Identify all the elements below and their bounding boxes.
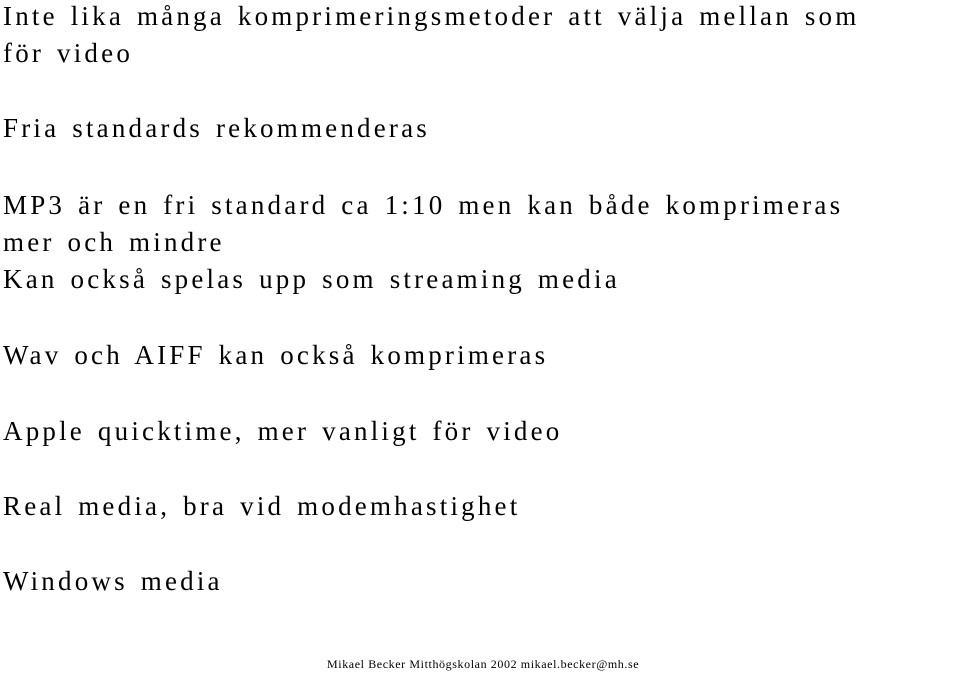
text-line-2: för video [3, 38, 134, 68]
text-line-8: Apple quicktime, mer vanligt för video [3, 416, 563, 446]
text-line-10: Windows media [3, 566, 223, 596]
text-line-4: MP3 är en fri standard ca 1:10 men kan både komprimeras [3, 190, 844, 220]
text-line-7: Wav och AIFF kan också komprimeras [3, 340, 549, 370]
text-line-5: mer och mindre [3, 227, 225, 257]
text-line-3: Fria standards rekommenderas [3, 113, 430, 143]
text-line-6: Kan också spelas upp som streaming media [3, 264, 620, 294]
text-line-1: Inte lika många komprimeringsmetoder att välja mellan som [3, 1, 860, 31]
text-line-9: Real media, bra vid modemhastighet [3, 491, 521, 521]
footer-credit: Mikael Becker Mitthögskolan 2002 mikael.becker@mh.se [327, 657, 640, 671]
